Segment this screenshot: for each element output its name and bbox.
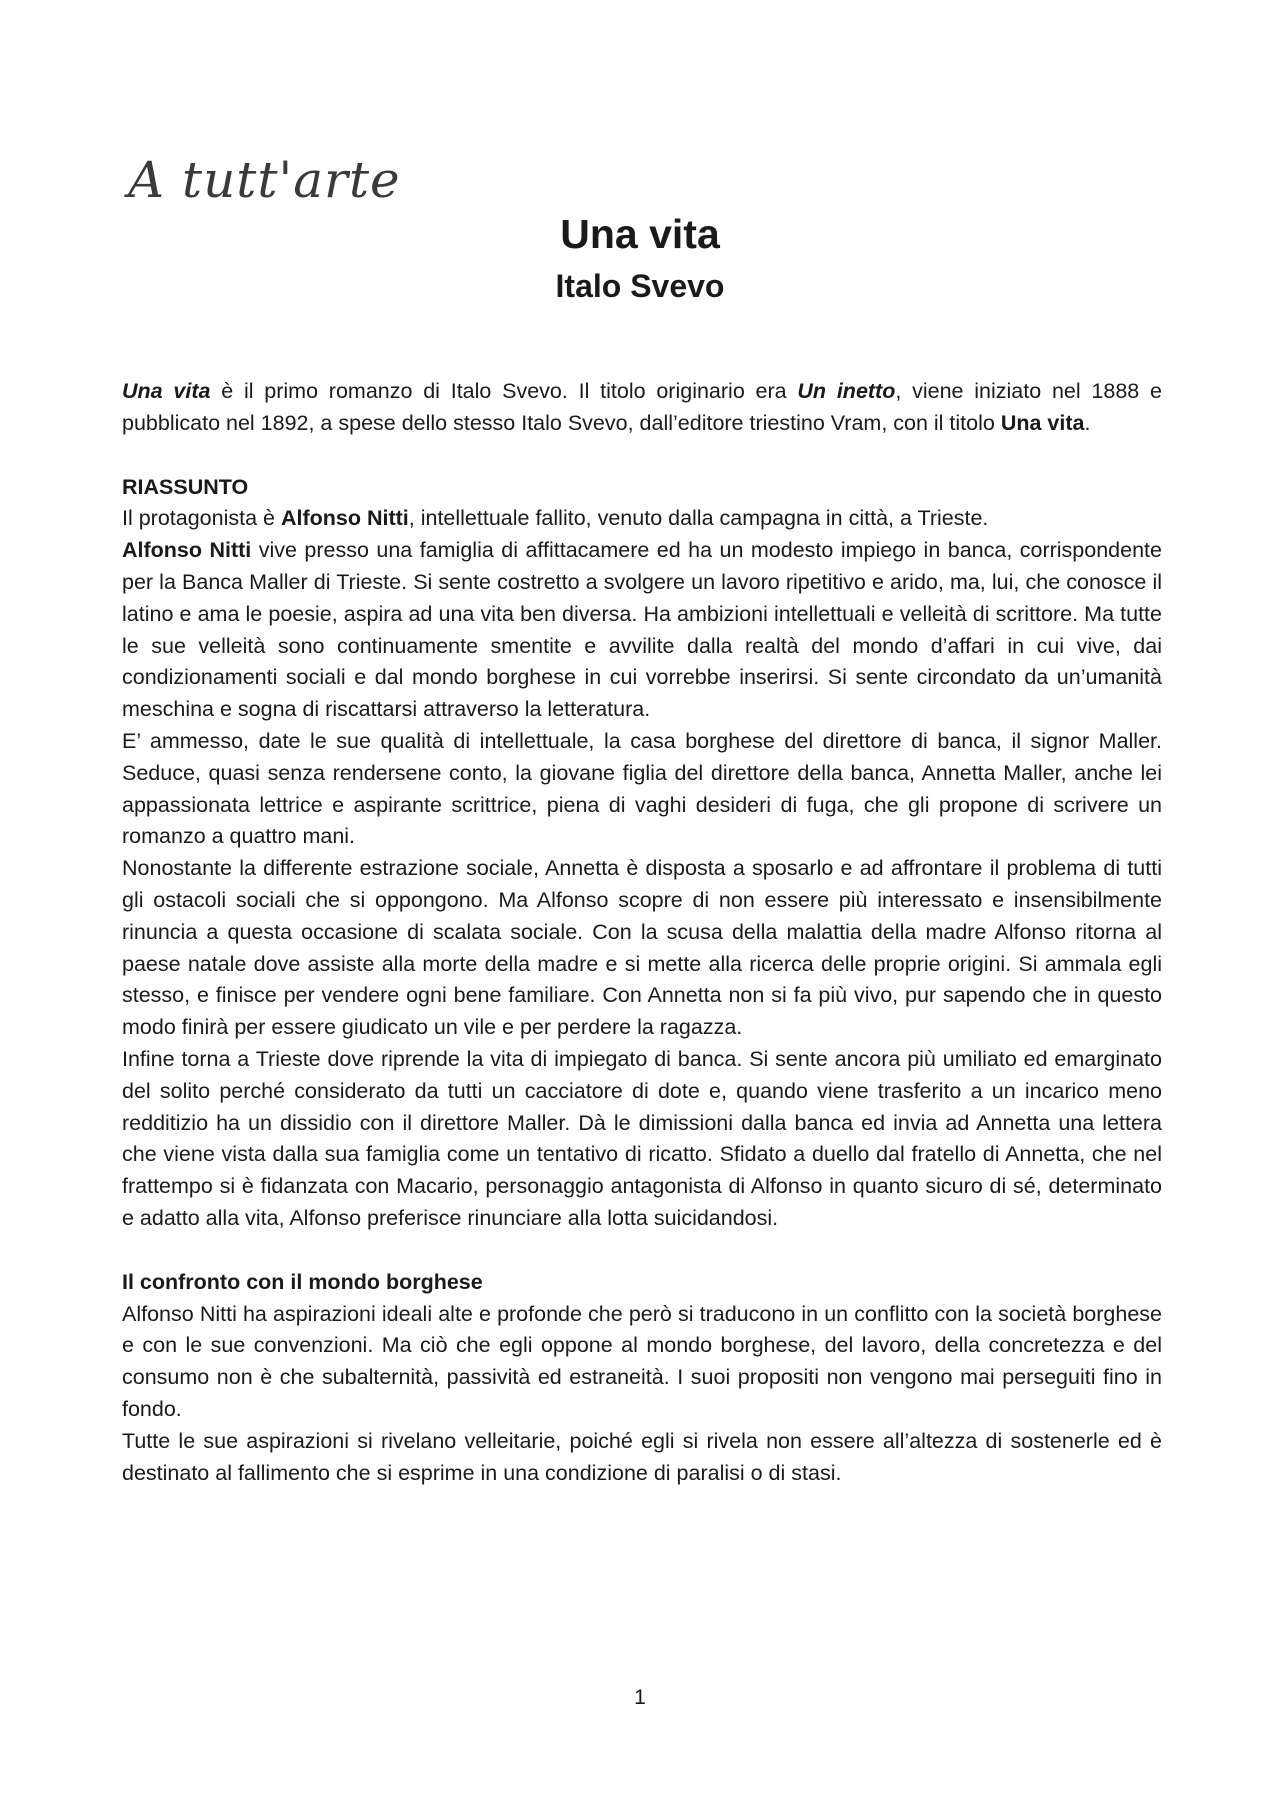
confronto-paragraph: Tutte le sue aspirazioni si rivelano velleitarie, poiché egli si rivela non essere all’altezza di sostenerle ed è destinato al fallimento che si esprime in una condizione di paralisi o di stasi.: [122, 1428, 1162, 1485]
protagonist-name: Alfonso Nitti: [280, 506, 409, 531]
protagonist-name: Alfonso Nitti: [122, 538, 252, 563]
logo: A tutt'arte: [128, 151, 401, 209]
document-title: Una vita: [560, 211, 720, 257]
riassunto-paragraph: [122, 503, 1162, 535]
spacer: [122, 440, 1162, 472]
confronto-paragraph: Alfonso Nitti ha aspirazioni ideali alte e profonde che però si traducono in un conflitto con la società borghese e con le sue convenzioni. Ma ciò che egli oppone al mondo borghese, del lavoro, della concretezza e del consumo non è che subalternità, passività ed estraneità. I suoi propositi non vengono mai perseguiti fino in fondo.: [122, 1301, 1162, 1421]
document-author: Italo Svevo: [555, 268, 725, 304]
riassunto-text: vive presso una famiglia di affittacamere ed ha un modesto impiego in banca, corrispondente per la Banca Maller di Trieste. Si sente costretto a svolgere un lavoro ripetitivo e arido, ma, lui, che conosce il latino e ama le poesie, aspira ad una vita ben diversa. Ha ambizioni intellettuali e velleità di scrittore. Ma tutte le sue velleità sono continuamente smentite e avvilite dalla realtà del mondo d’affari in cui vive, dai condizionamenti sociali e dal mondo borghese in cui vorrebbe inserirsi. Si sente circondato da un’umanità meschina e sogna di riscattarsi attraverso la letteratura.: [122, 538, 1162, 722]
page-number: 1: [634, 1686, 646, 1709]
document-body: [122, 376, 1162, 1489]
riassunto-paragraph: [122, 535, 1162, 726]
intro-text: .: [1084, 410, 1091, 435]
intro-paragraph: [122, 376, 1162, 440]
intro-text: è il primo romanzo di Italo Svevo. Il titolo originario era: [210, 379, 798, 403]
intro-final-title: Una vita: [1000, 410, 1085, 435]
intro-text: , viene iniziato nel 1888 e pubblicato nel 1892, a spese dello stesso Italo Svevo, dall’editore triestino Vram, con il titolo: [122, 379, 1162, 435]
section-heading-riassunto: RIASSUNTO: [122, 474, 249, 499]
intro-title-italic: Una vita: [122, 379, 211, 403]
riassunto-text: Il protagonista è: [122, 506, 281, 531]
riassunto-text: , intellettuale fallito, venuto dalla campagna in città, a Trieste.: [408, 506, 989, 531]
riassunto-paragraph: Infine torna a Trieste dove riprende la vita di impiegato di banca. Si sente ancora più umiliato ed emarginato del solito perché considerato da tutti un cacciatore di dote e, quando viene trasferito a un incarico meno redditizio ha un dissidio con il direttore Maller. Dà le dimissioni dalla banca ed invia ad Annetta una lettera che viene vista dalla sua famiglia come un tentativo di ricatto. Sfidato a duello dal fratello di Annetta, che nel frattempo si è fidanzata con Macario, personaggio antagonista di Alfonso in quanto sicuro di sé, determinato e adatto alla vita, Alfonso preferisce rinunciare alla lotta suicidandosi.: [122, 1046, 1162, 1230]
intro-original-title: Un inetto: [797, 379, 896, 403]
riassunto-paragraph: Nonostante la differente estrazione sociale, Annetta è disposta a sposarlo e ad affrontare il problema di tutti gli ostacoli sociali che si oppongono. Ma Alfonso scopre di non essere più interessato e insensibilmente rinuncia a questa occasione di scalata sociale. Con la scusa della malattia della madre Alfonso ritorna al paese natale dove assiste alla morte della madre e si mette alla ricerca delle proprie origini. Si ammala egli stesso, e finisce per vendere ogni bene familiare. Con Annetta non si fa più vivo, pur sapendo che in questo modo finirà per essere giudicato un vile e per perdere la ragazza.: [122, 856, 1162, 1040]
spacer: [122, 1235, 1162, 1267]
riassunto-paragraph: E’ ammesso, date le sue qualità di intellettuale, la casa borghese del direttore di banca, il signor Maller. Seduce, quasi senza rendersene conto, la giovane figlia del direttore della banca, Annetta Maller, anche lei appassionata lettrice e aspirante scrittrice, piena di vaghi desideri di fuga, che gli propone di scrivere un romanzo a quattro mani.: [122, 728, 1162, 849]
section-heading-confronto: Il confronto con il mondo borghese: [122, 1269, 483, 1294]
